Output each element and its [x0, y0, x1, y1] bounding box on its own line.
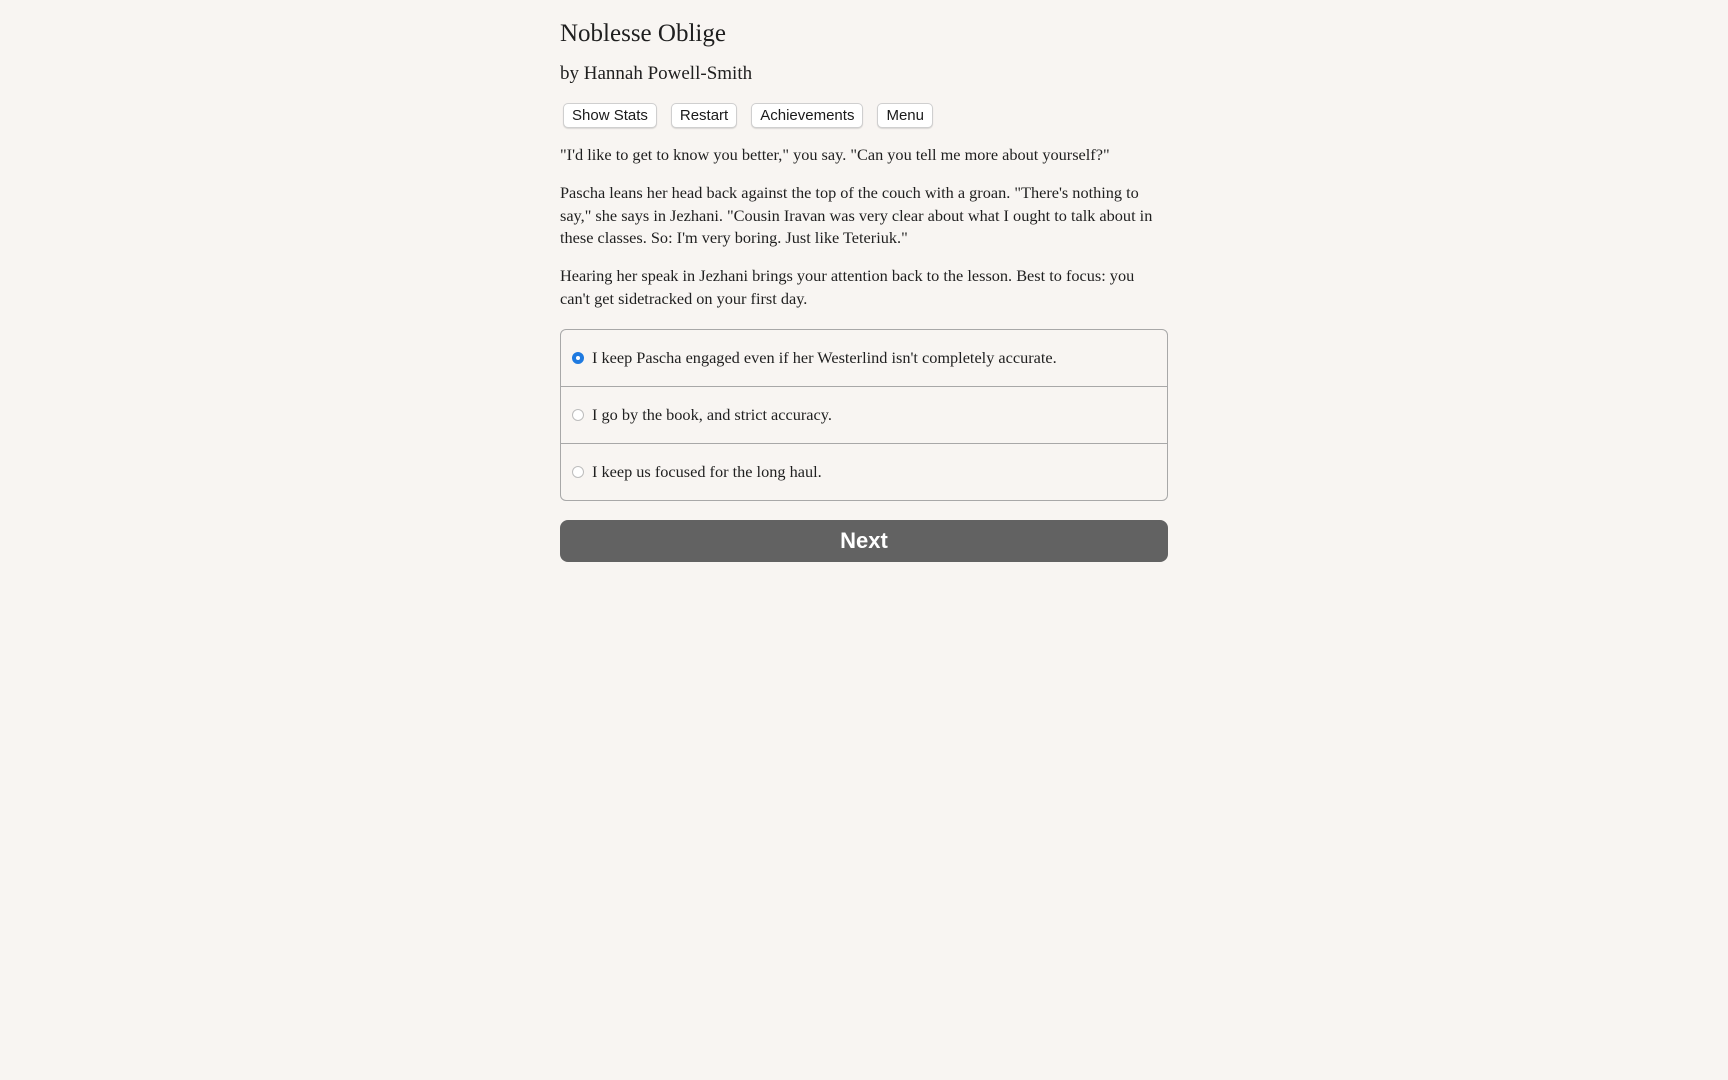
author-line: by Hannah Powell-Smith — [560, 63, 753, 84]
choice-label: I keep us focused for the long haul. — [592, 462, 822, 481]
achievements-button[interactable]: Achievements — [751, 103, 863, 128]
choice-option[interactable] — [561, 330, 1167, 387]
next-button[interactable]: Next — [560, 520, 1168, 562]
show-stats-button[interactable]: Show Stats — [563, 103, 657, 128]
choice-list — [560, 329, 1168, 501]
restart-button[interactable]: Restart — [671, 103, 737, 128]
story-paragraph: "I'd like to get to know you better," you say. "Can you tell me more about yourself?" — [560, 145, 1110, 164]
story-paragraph: Pascha leans her head back against the top of the couch with a groan. "There's nothing to say," she says in Jezhani. "Cousin Iravan was very clear about what I ought to talk about in these classes. So: I'm very boring. Just like Teteriuk." — [560, 183, 1153, 248]
toolbar — [563, 103, 947, 128]
radio-unselected-icon[interactable] — [572, 409, 584, 421]
menu-button[interactable]: Menu — [877, 103, 933, 128]
story-text — [560, 144, 1168, 326]
radio-selected-icon[interactable] — [572, 352, 584, 364]
story-paragraph: Hearing her speak in Jezhani brings your attention back to the lesson. Best to focus: you can't get sidetracked on your first day. — [560, 266, 1135, 308]
choice-label: I go by the book, and strict accuracy. — [592, 405, 832, 424]
choice-option[interactable] — [561, 387, 1167, 444]
choice-label: I keep Pascha engaged even if her Westerlind isn't completely accurate. — [592, 348, 1057, 367]
choice-option[interactable] — [561, 444, 1167, 500]
radio-unselected-icon[interactable] — [572, 466, 584, 478]
game-title: Noblesse Oblige — [560, 20, 726, 47]
